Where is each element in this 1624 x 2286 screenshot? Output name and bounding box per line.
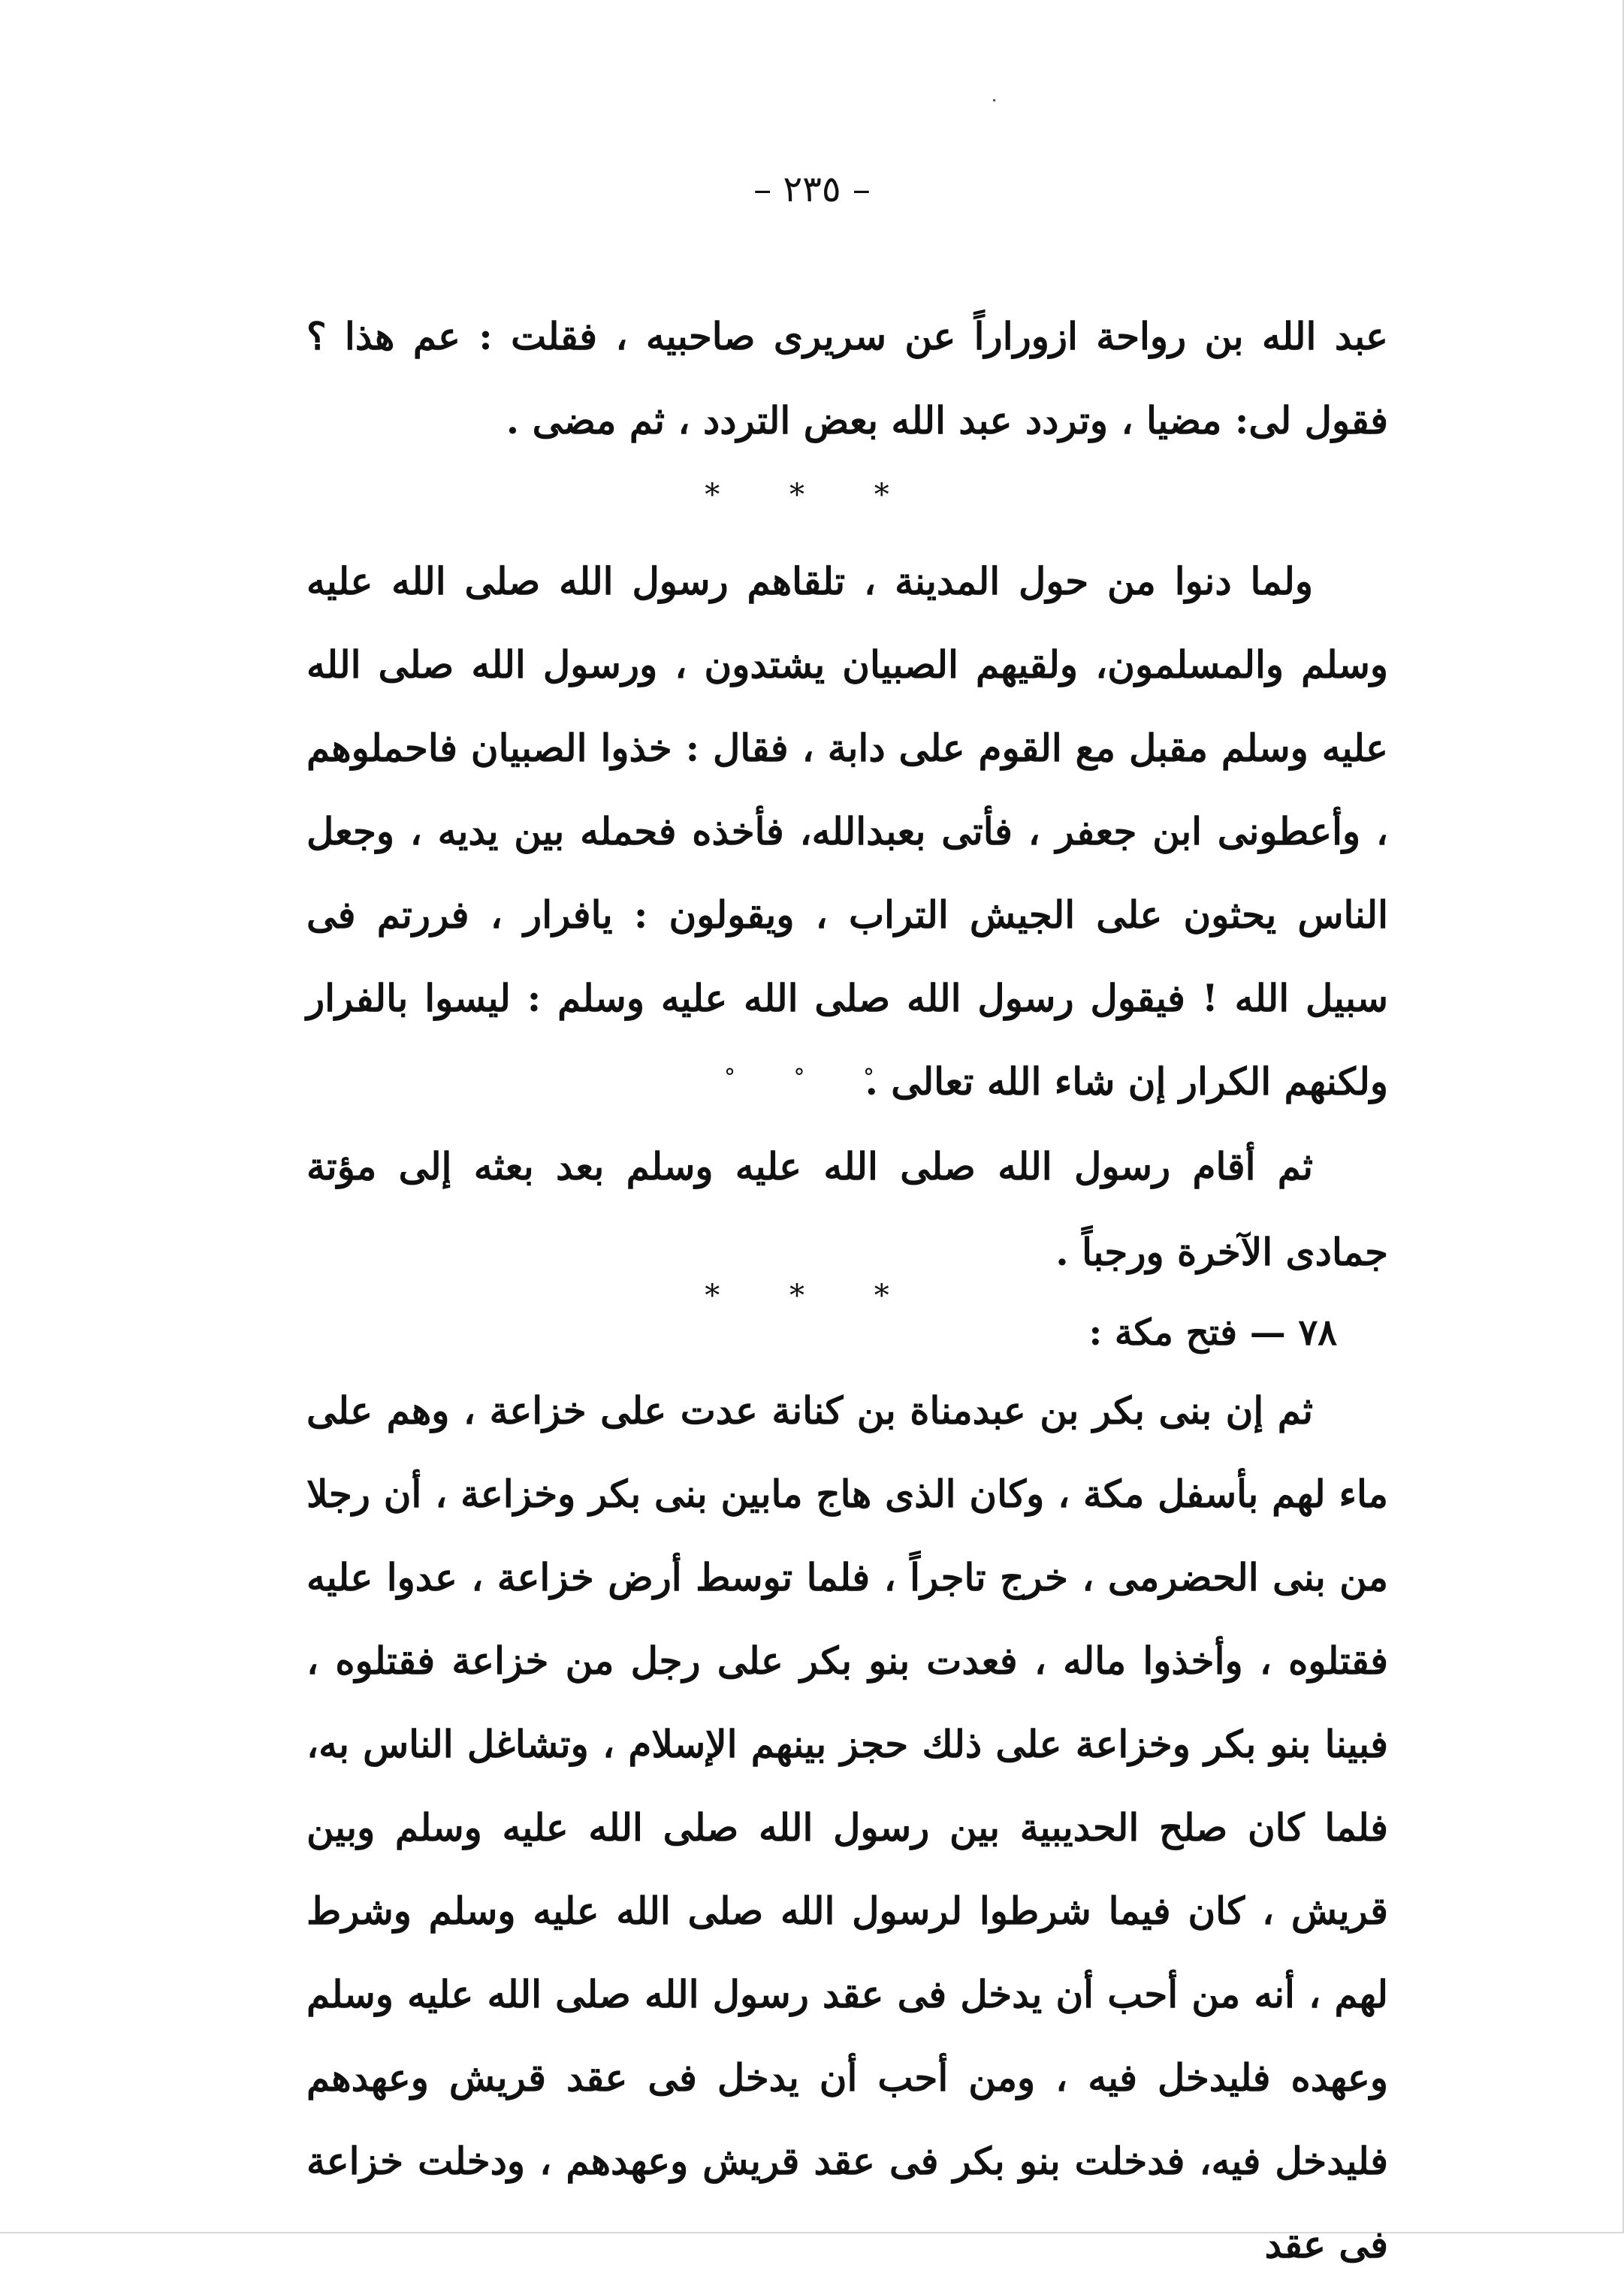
page-number: – ٢٣٥ – (753, 168, 871, 210)
paragraph-1: عبد الله بن رواحة ازوراراً عن سريرى صاحبيه ، فقلت : عم هذا ؟ فقول لى: مضيا ، وتردد عبد الله بعض التردد ، ثم مضى . (306, 314, 1388, 442)
paragraph-conquest-of-mecca (306, 1369, 1388, 2286)
scan-speck (993, 99, 995, 101)
paragraph-4: ثم إن بنى بكر بن عبدمناة بن كنانة عدت على خزاعة ، وهم على ماء لهم بأسفل مكة ، وكان الذى هاج مابين بنى بكر وخزاعة ، أن رجلا من بنى الحضرمى ، خرج تاجراً ، فلما توسط أرض خزاعة ، عدوا عليه فقتلوه ، وأخذوا ماله ، فعدت بنو بكر على رجل من خزاعة فقتلوه ، فبينا بنو بكر وخزاعة على ذلك حجز بينهم الإسلام ، وتشاغل الناس به، فلما كان صلح الحديبية بين رسول الله صلى الله عليه وسلم وبين قريش ، كان فيما شرطوا لرسول الله صلى الله عليه وسلم وشرط لهم ، أنه من أحب أن يدخل فى عقد رسول الله صلى الله عليه وسلم وعهده فليدخل فيه ، ومن أحب أن يدخل فى عقد قريش وعهدهم فليدخل فيه، فدخلت بنو بكر فى عقد قريش وعهدهم ، ودخلت خزاعة فى عقد (306, 1388, 1388, 2266)
paragraph-stay-after-mutah (306, 1124, 1388, 1295)
paragraph-continuation (306, 294, 1388, 463)
paragraph-2: ولما دنوا من حول المدينة ، تلقاهم رسول الله صلى الله عليه وسلم والمسلمون، ولقيهم الصبيان يشتدون ، ورسول الله صلى الله عليه وسلم مقبل مع القوم على دابة ، فقال : خذوا الصبيان فاحملوهم ، وأعطونى ابن جعفر ، فأتى بعبدالله، فأخذه فحمله بين يديه ، وجعل الناس يحثون على الجيش التراب ، ويقولون : يافرار ، فررتم فى سبيل الله ! فيقول رسول الله صلى الله عليه وسلم : ليسوا بالفرار ولكنهم الكرار إن شاء الله تعالى . (306, 559, 1388, 1104)
section-separator-3: * * * (705, 1279, 919, 1313)
paragraph-3: ثم أقام رسول الله صلى الله عليه وسلم بعد بعثه إلى مؤتة جمادى الآخرة ورجباً . (306, 1144, 1388, 1274)
section-heading: ٧٨ — فتح مكة : (1088, 1312, 1337, 1354)
paragraph-return-to-medina (306, 539, 1388, 1123)
section-separator-1: * * * (705, 478, 919, 512)
section-separator-2: ° ° ° (723, 1064, 901, 1091)
